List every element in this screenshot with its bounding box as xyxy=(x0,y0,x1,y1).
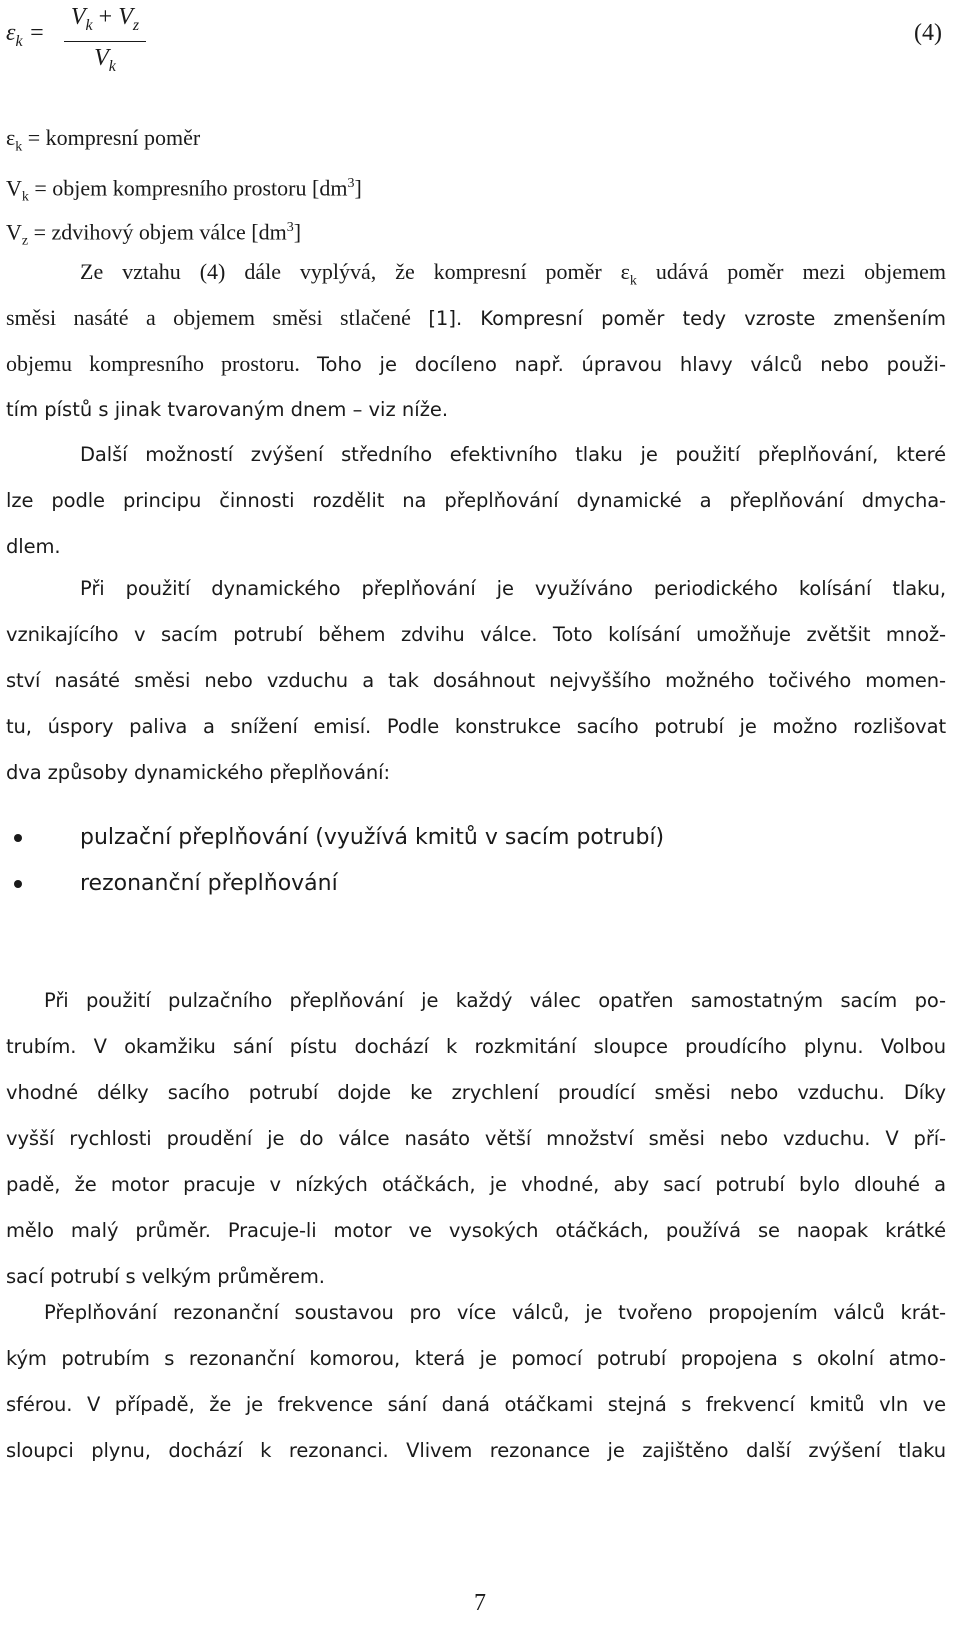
paragraph-line: Přeplňování rezonanční soustavou pro více válců, je tvořeno propojením válců krát- xyxy=(44,1301,946,1324)
paragraph-line: objemu kompresního prostoru. Toho je docíleno např. úpravou hlavy válců nebo použi- xyxy=(6,351,946,376)
fraction-denominator: $V_k$ xyxy=(94,44,116,75)
definition-swept-volume: $V_z$ = zdvihový objem válce $[dm^3]$ xyxy=(6,219,302,249)
definition-compression-ratio: $\varepsilon_k$ = kompresní poměr xyxy=(6,125,201,155)
paragraph-supercharging xyxy=(6,432,946,570)
paragraph-line: sací potrubí s velkým průměrem. xyxy=(6,1265,325,1288)
fraction-numerator: $V_k + V_z$ xyxy=(70,4,140,34)
equation-4 xyxy=(6,2,946,75)
paragraph-line: dlem. xyxy=(6,535,61,558)
paragraph-line: Při použití pulzačního přeplňování je každý válec opatřen samostatným sacím po- xyxy=(44,989,946,1012)
paragraph-line: mělo malý průměr. Pracuje-li motor ve vysokých otáčkách, používá se naopak krátké xyxy=(6,1219,946,1242)
paragraph-line: trubím. V okamžiku sání pístu dochází k rozkmitání sloupce proudícího plynu. Volbou xyxy=(6,1035,946,1058)
equation-fraction xyxy=(64,2,146,83)
bullet-dot-icon xyxy=(14,834,22,842)
paragraph-line: kým potrubím s rezonanční komorou, která je pomocí potrubí propojena s okolní atmo- xyxy=(6,1347,946,1370)
paragraph-compression-ratio xyxy=(6,249,946,433)
equation-number: (4) xyxy=(914,20,942,46)
paragraph-line: tu, úspory paliva a snížení emisí. Podle konstrukce sacího potrubí je možno rozlišovat xyxy=(6,715,946,738)
paragraph-line: tím pístů s jinak tvarovaným dnem – viz níže. xyxy=(6,398,449,421)
paragraph-line: dva způsoby dynamického přeplňování: xyxy=(6,761,390,784)
paragraph-line: ství nasáté směsi nebo vzduchu a tak dosáhnout nejvyššího možného točivého momen- xyxy=(6,669,946,692)
paragraph-line: vyšší rychlosti proudění je do válce nasáto větší množství směsi nebo vzduchu. V pří- xyxy=(6,1127,946,1150)
paragraph-pulse-supercharging xyxy=(6,978,946,1300)
paragraph-resonance-supercharging xyxy=(6,1290,946,1474)
paragraph-line: vznikajícího v sacím potrubí během zdvihu válce. Toto kolísání umožňuje zvětšit množ- xyxy=(6,623,946,646)
paragraph-line: Ze vztahu (4) dále vyplývá, že kompresní poměr $\varepsilon_k$ udává poměr mezi objemem xyxy=(80,259,946,289)
paragraph-line: Při použití dynamického přeplňování je využíváno periodického kolísání tlaku, xyxy=(80,577,946,600)
paragraph-line: sloupci plynu, dochází k rezonanci. Vlivem rezonance je zajištěno další zvýšení tlaku xyxy=(6,1439,946,1462)
bullet-dot-icon xyxy=(14,880,22,888)
equation-lhs: $\varepsilon_k$ = xyxy=(6,20,45,50)
paragraph-line: směsi nasáté a objemem směsi stlačené [1]. Kompresní poměr tedy vzroste zmenšením xyxy=(6,305,946,330)
document-page: $\varepsilon_k$ = $V_k + V_z$ $V_k$ (4) $\varepsilon_k$ = kompresní poměr $V_k$ = objem kompresního prostoru $[dm^3]$ $V_z$ = zdvihový objem válce $[dm^3]$ Ze vztahu (4) dále vyplývá, že kompresní poměr $\varepsilon_k$ udává poměr mezi objemem směsi nasáté a objemem směsi stlačené [1]. Kompresní poměr tedy vzroste zmenšením objemu kompresního prostoru. Toho je docíleno např. úpravou hlavy válců nebo použi- tím pístů s jinak tvarovaným dnem – viz níže. Další možností zvýšení středního efektivního tlaku je použití přeplňování, které lze podle principu činnosti rozdělit na přeplňování dynamické a přeplňování dmycha- dlem. Při použití dynamického přeplňování je využíváno periodického kolísání tlaku, vznikajícího v sacím potrubí během zdvihu válce. Toto kolísání umožňuje zvětšit množ- ství nasáté směsi nebo vzduchu a tak dosáhnout nejvyššího možného točivého momen- tu, úspory paliva a snížení emisí. Podle konstrukce sacího potrubí je možno rozlišovat dva způsoby dynamického přeplňování: pulzační přeplňování (využívá kmitů v sacím potrubí) rezonanční přeplňování Při použití pulzačního přeplňování je každý válec opatřen samostatným sacím po- trubím. V okamžiku sání pístu dochází k rozkmitání sloupce proudícího plynu. Volbou vhodné délky sacího potrubí dojde ke zrychlení proudící směsi nebo vzduchu. Díky vyšší rychlosti proudění je do válce nasáto větší množství směsi nebo vzduchu. V pří- padě, že motor pracuje v nízkých otáčkách, je vhodné, aby sací potrubí bylo dlouhé a mělo malý průměr. Pracuje-li motor ve vysokých otáčkách, používá se naopak krátké sací potrubí s velkým průměrem. Přeplňování rezonanční soustavou pro více válců, je tvořeno propojením válců krát- kým potrubím s rezonanční komorou, která je pomocí potrubí propojena s okolní atmo- sférou. V případě, že je frekvence sání daná otáčkami stejná s frekvencí kmitů vln ve sloupci plynu, dochází k rezonanci. Vlivem rezonance je zajištěno další zvýšení tlaku 7 xyxy=(0,0,960,1644)
paragraph-line: padě, že motor pracuje v nízkých otáčkách, je vhodné, aby sací potrubí bylo dlouhé a xyxy=(6,1173,946,1196)
page-number: 7 xyxy=(474,1590,486,1616)
paragraph-line: vhodné délky sacího potrubí dojde ke zrychlení proudící směsi nebo vzduchu. Díky xyxy=(6,1081,946,1104)
paragraph-dynamic-supercharging xyxy=(6,566,946,796)
definition-compression-volume: $V_k$ = objem kompresního prostoru $[dm^3]$ xyxy=(6,175,362,205)
paragraph-line: lze podle principu činnosti rozdělit na přeplňování dynamické a přeplňování dmycha- xyxy=(6,489,946,512)
paragraph-line: Další možností zvýšení středního efektivního tlaku je použití přeplňování, které xyxy=(80,443,946,466)
paragraph-line: sférou. V případě, že je frekvence sání daná otáčkami stejná s frekvencí kmitů vln ve xyxy=(6,1393,946,1416)
